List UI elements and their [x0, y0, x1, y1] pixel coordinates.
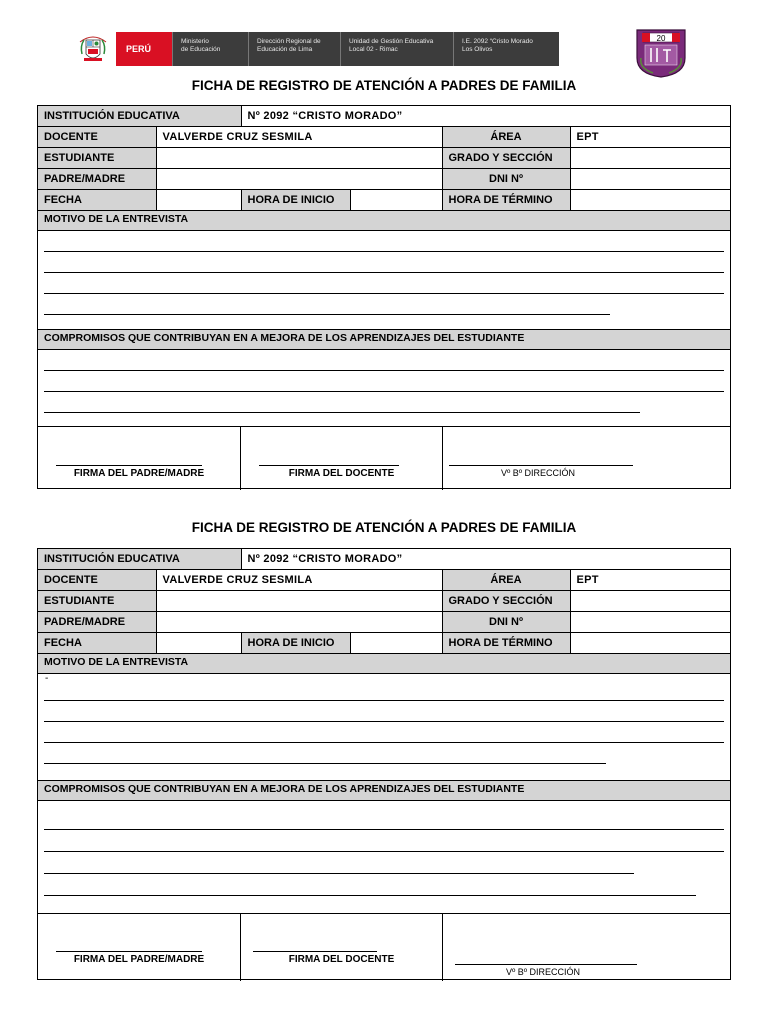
- padre-field[interactable]: [156, 169, 442, 190]
- fecha-label: FECHA: [38, 633, 156, 654]
- compromisos-header: COMPROMISOS QUE CONTRIBUYAN EN A MEJORA DE LOS APRENDIZAJES DEL ESTUDIANTE: [38, 329, 730, 350]
- docente-value[interactable]: VALVERDE CRUZ SESMILA: [156, 127, 442, 148]
- vb-direccion-cell[interactable]: [442, 427, 730, 490]
- writing-line: [44, 742, 724, 743]
- school-crest-icon: [633, 28, 689, 78]
- institucion-value[interactable]: Nº 2092 “CRISTO MORADO”: [241, 106, 730, 127]
- writing-line: [44, 873, 634, 874]
- firma-docente-label: FIRMA DEL DOCENTE: [288, 954, 395, 965]
- writing-line: [44, 721, 724, 722]
- form-header-table: [38, 549, 730, 654]
- area-value[interactable]: EPT: [570, 570, 730, 591]
- signature-line: [449, 465, 633, 466]
- compromisos-writing-area[interactable]: [38, 801, 730, 913]
- motivo-writing-area[interactable]: [38, 231, 730, 329]
- dni-field[interactable]: [570, 612, 730, 633]
- fecha-label: FECHA: [38, 190, 156, 211]
- hora-inicio-field[interactable]: [350, 633, 442, 654]
- firma-docente-cell[interactable]: [240, 427, 442, 490]
- estudiante-label: ESTUDIANTE: [38, 148, 156, 169]
- registration-form: [37, 105, 731, 489]
- writing-line: [44, 700, 724, 701]
- estudiante-label: ESTUDIANTE: [38, 591, 156, 612]
- fecha-field[interactable]: [156, 190, 241, 211]
- docente-label: DOCENTE: [38, 570, 156, 591]
- vb-direccion-cell[interactable]: [442, 914, 730, 981]
- dni-field[interactable]: [570, 169, 730, 190]
- firma-padre-cell[interactable]: [38, 914, 240, 981]
- hora-inicio-label: HORA DE INICIO: [241, 190, 350, 211]
- estudiante-field[interactable]: [156, 148, 442, 169]
- firma-docente-label: FIRMA DEL DOCENTE: [288, 468, 395, 479]
- motivo-dash: -: [45, 673, 49, 684]
- signature-line: [253, 951, 377, 952]
- header-box-ministerio: Ministerio de Educación: [172, 32, 248, 66]
- area-label: ÁREA: [442, 570, 570, 591]
- writing-line: [44, 391, 724, 392]
- area-value[interactable]: EPT: [570, 127, 730, 148]
- vb-direccion-label: Vº Bº DIRECCIÓN: [500, 468, 576, 478]
- grado-label: GRADO Y SECCIÓN: [442, 148, 570, 169]
- writing-line: [44, 251, 724, 252]
- motivo-header: MOTIVO DE LA ENTREVISTA: [38, 211, 730, 231]
- writing-line: [44, 370, 724, 371]
- writing-line: [44, 851, 724, 852]
- compromisos-header: COMPROMISOS QUE CONTRIBUYAN EN A MEJORA DE LOS APRENDIZAJES DEL ESTUDIANTE: [38, 780, 730, 801]
- svg-text:20: 20: [656, 34, 666, 43]
- firma-docente-cell[interactable]: [240, 914, 442, 981]
- form-header-table: [38, 106, 730, 211]
- form-title: FICHA DE REGISTRO DE ATENCIÓN A PADRES DE FAMILIA: [191, 520, 577, 535]
- signature-line: [56, 951, 202, 952]
- area-label: ÁREA: [442, 127, 570, 148]
- motivo-writing-area[interactable]: [38, 674, 730, 780]
- peru-coat-of-arms-icon: [70, 32, 116, 66]
- signature-row: [38, 913, 730, 981]
- hora-termino-label: HORA DE TÉRMINO: [442, 633, 570, 654]
- peru-label: PERÚ: [116, 32, 172, 66]
- firma-padre-cell[interactable]: [38, 427, 240, 490]
- docente-label: DOCENTE: [38, 127, 156, 148]
- signature-line: [455, 964, 637, 965]
- hora-termino-field[interactable]: [570, 190, 730, 211]
- grado-field[interactable]: [570, 591, 730, 612]
- firma-padre-label: FIRMA DEL PADRE/MADRE: [73, 954, 205, 965]
- grado-label: GRADO Y SECCIÓN: [442, 591, 570, 612]
- vb-direccion-label: Vº Bº DIRECCIÓN: [505, 967, 581, 977]
- hora-termino-label: HORA DE TÉRMINO: [442, 190, 570, 211]
- header-box-institucion: I.E. 2092 “Cristo Morado Los Olivos: [453, 32, 559, 66]
- header-box-direccion-regional: Dirección Regional de Educación de Lima: [248, 32, 340, 66]
- writing-line: [44, 272, 724, 273]
- government-header: [70, 32, 559, 66]
- grado-field[interactable]: [570, 148, 730, 169]
- registration-form: [37, 548, 731, 980]
- writing-line: [44, 293, 724, 294]
- writing-line: [44, 763, 606, 764]
- padre-field[interactable]: [156, 612, 442, 633]
- estudiante-field[interactable]: [156, 591, 442, 612]
- dni-label: DNI Nº: [442, 169, 570, 190]
- signature-line: [259, 465, 399, 466]
- writing-line: [44, 412, 640, 413]
- institucion-value[interactable]: Nº 2092 “CRISTO MORADO”: [241, 549, 730, 570]
- institucion-label: INSTITUCIÓN EDUCATIVA: [38, 106, 241, 127]
- signature-row: [38, 426, 730, 490]
- form-title: FICHA DE REGISTRO DE ATENCIÓN A PADRES DE FAMILIA: [191, 78, 577, 93]
- dni-label: DNI Nº: [442, 612, 570, 633]
- writing-line: [44, 829, 724, 830]
- fecha-field[interactable]: [156, 633, 241, 654]
- hora-inicio-field[interactable]: [350, 190, 442, 211]
- docente-value[interactable]: VALVERDE CRUZ SESMILA: [156, 570, 442, 591]
- padre-label: PADRE/MADRE: [38, 169, 156, 190]
- hora-termino-field[interactable]: [570, 633, 730, 654]
- header-box-ugel: Unidad de Gestión Educativa Local 02 - Rimac: [340, 32, 453, 66]
- firma-padre-label: FIRMA DEL PADRE/MADRE: [73, 468, 205, 479]
- hora-inicio-label: HORA DE INICIO: [241, 633, 350, 654]
- padre-label: PADRE/MADRE: [38, 612, 156, 633]
- writing-line: [44, 314, 610, 315]
- compromisos-writing-area[interactable]: [38, 350, 730, 426]
- signature-line: [56, 465, 202, 466]
- motivo-header: MOTIVO DE LA ENTREVISTA: [38, 654, 730, 674]
- institucion-label: INSTITUCIÓN EDUCATIVA: [38, 549, 241, 570]
- writing-line: [44, 895, 696, 896]
